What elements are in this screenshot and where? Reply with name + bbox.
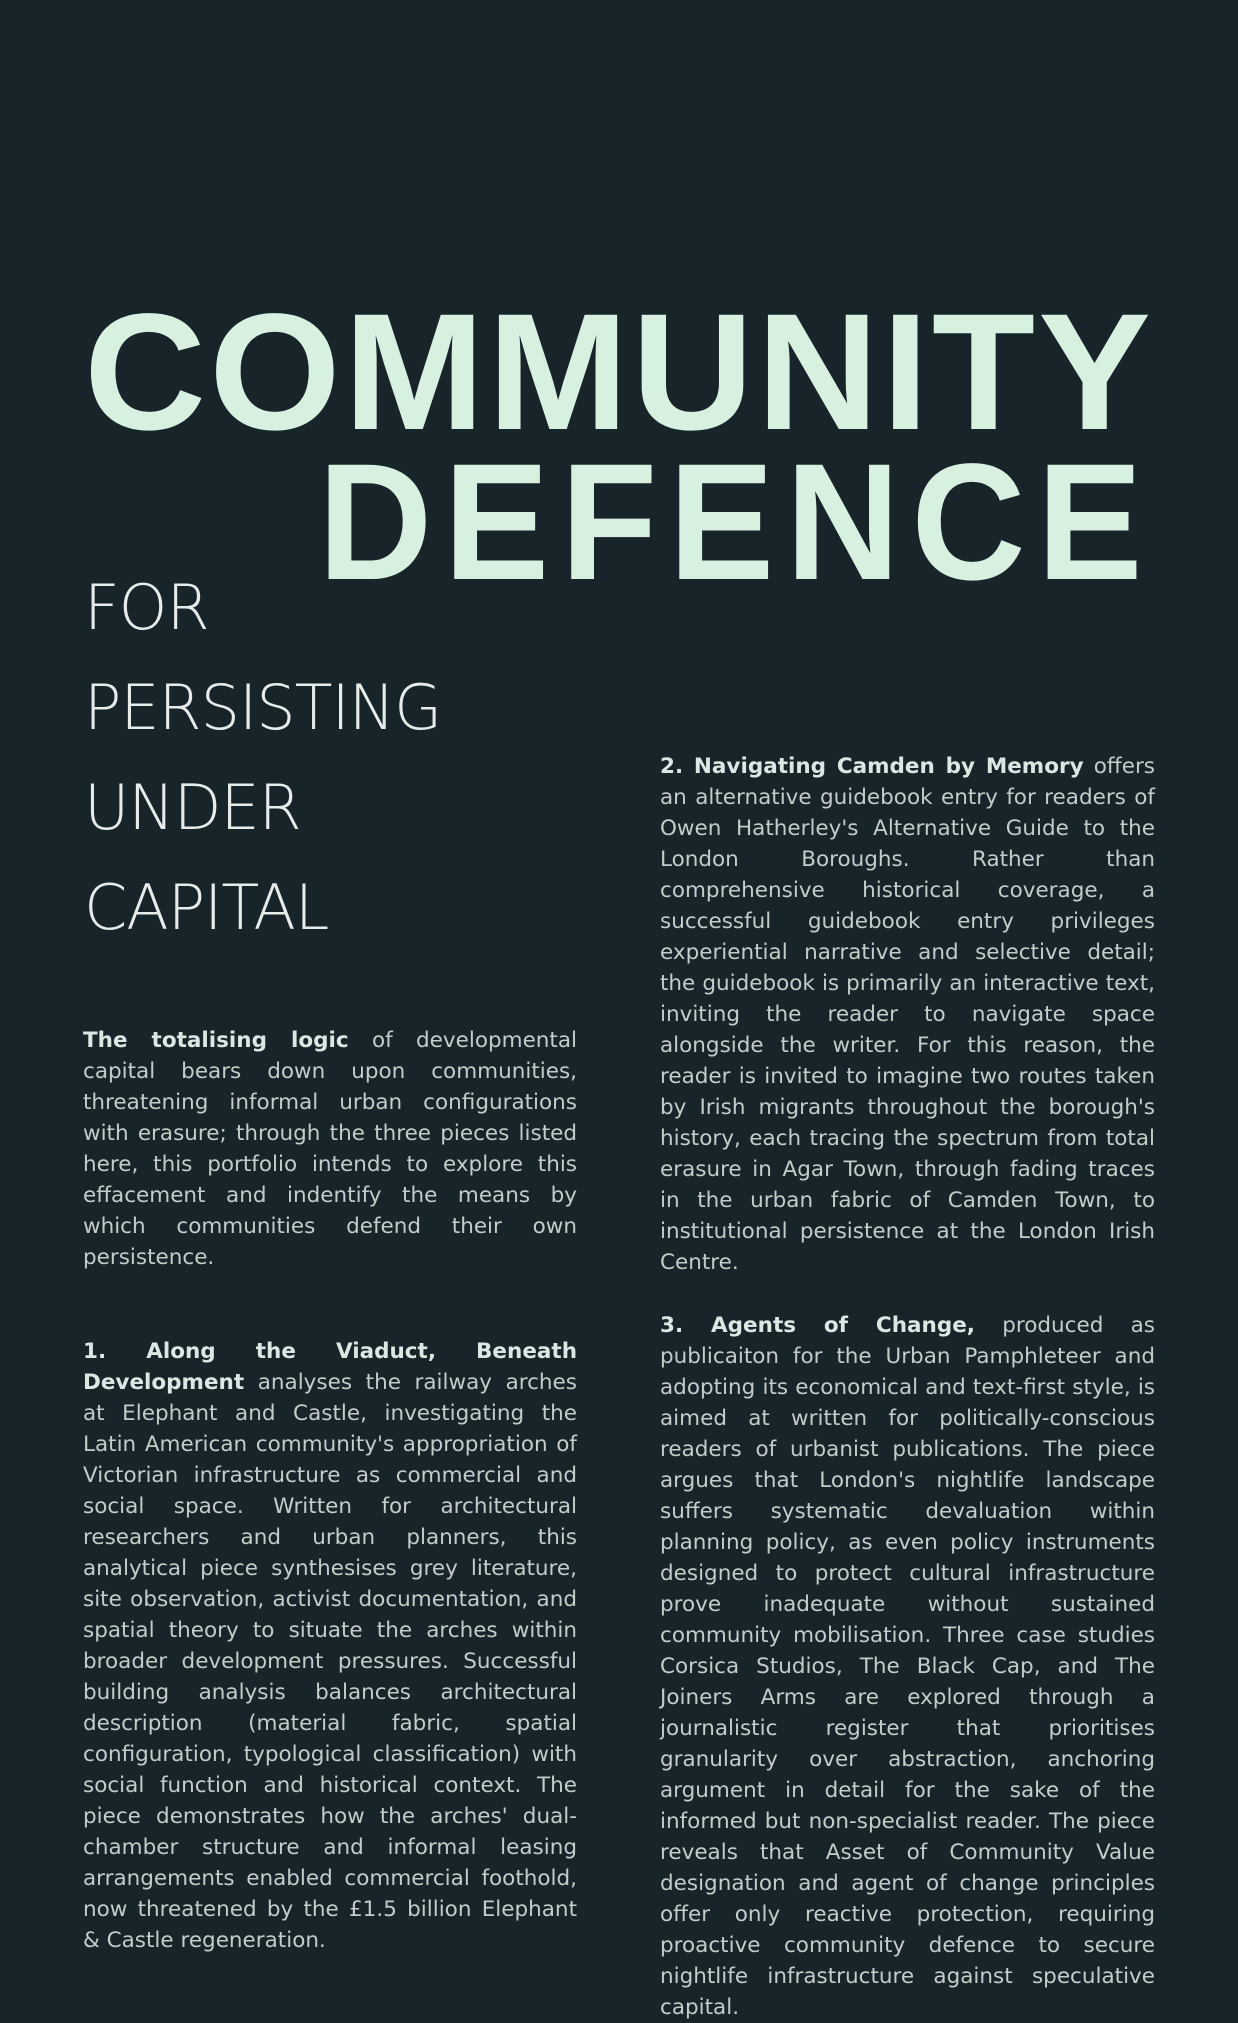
intro-lead: The totalising logic: [83, 1028, 349, 1053]
piece-2-paragraph: [660, 751, 1155, 1278]
piece-3-heading: 3. Agents of Change,: [660, 1313, 975, 1338]
piece-1-heading: 1. Along the Viaduct, Beneath Development: [83, 1339, 577, 1395]
intro-body: of developmental capital bears down upon communities, threatening informal urban configurations with erasure; through the three pieces listed here, this portfolio intends to explore this effacement and indentify the means by which communities defend their own persistence.: [83, 1028, 578, 1270]
title-defence: DEFENCE: [318, 430, 1154, 615]
piece-3-body: produced as publicaiton for the Urban Pamphleteer and adopting its economical and text-first style, is aimed at written for politically-conscious readers of urbanist publications. The piece argues that London's nightlife landscape suffers systematic devaluation within planning policy, as even policy instruments designed to protect cultural infrastructure prove inadequate without sustained community mobilisation. Three case studies Corsica Studios, The Black Cap, and The Joiners Arms are explored through a journalistic register that prioritises granularity over abstraction, anchoring argument in detail for the sake of the informed but non-specialist reader. The piece reveals that Asset of Community Value designation and agent of change principles offer only reactive protection, requiring proactive community defence to secure nightlife infrastructure against speculative capital.: [660, 1313, 1155, 2020]
left-column: [83, 1025, 577, 1956]
subtitle-line: UNDER: [84, 771, 301, 844]
intro-paragraph: [83, 1025, 577, 1273]
right-column: [660, 751, 1155, 2023]
subtitle-line: CAPITAL: [84, 871, 329, 944]
subtitle: [84, 558, 441, 958]
subtitle-line: FOR: [84, 571, 209, 644]
subtitle-line: PERSISTING: [84, 671, 442, 744]
piece-1-body: analyses the railway arches at Elephant and Castle, investigating the Latin American community's appropriation of Victorian infrastructure as commercial and social space. Written for architectural researchers and urban planners, this analytical piece synthesises grey literature, site observation, activist documentation, and spatial theory to situate the arches within broader development pressures. Successful building analysis balances architectural description (material fabric, spatial configuration, typological classification) with social function and historical context. The piece demonstrates how the arches' dual-chamber structure and informal leasing arrangements enabled commercial foothold, now threatened by the £1.5 billion Elephant & Castle regeneration.: [83, 1370, 577, 1953]
piece-2-heading: 2. Navigating Camden by Memory: [660, 754, 1084, 779]
piece-3-paragraph: [660, 1310, 1155, 2023]
piece-1-paragraph: [83, 1336, 577, 1956]
piece-2-body: offers an alternative guidebook entry for readers of Owen Hatherley's Alternative Guide to the London Boroughs. Rather than comprehensive historical coverage, a successful guidebook entry privileges experiential narrative and selective detail; the guidebook is primarily an interactive text, inviting the reader to navigate space alongside the writer. For this reason, the reader is invited to imagine two routes taken by Irish migrants throughout the borough's history, each tracing the spectrum from total erasure in Agar Town, through fading traces in the urban fabric of Camden Town, to institutional persistence at the London Irish Centre.: [660, 754, 1155, 1275]
title-community: COMMUNITY: [84, 280, 1154, 465]
